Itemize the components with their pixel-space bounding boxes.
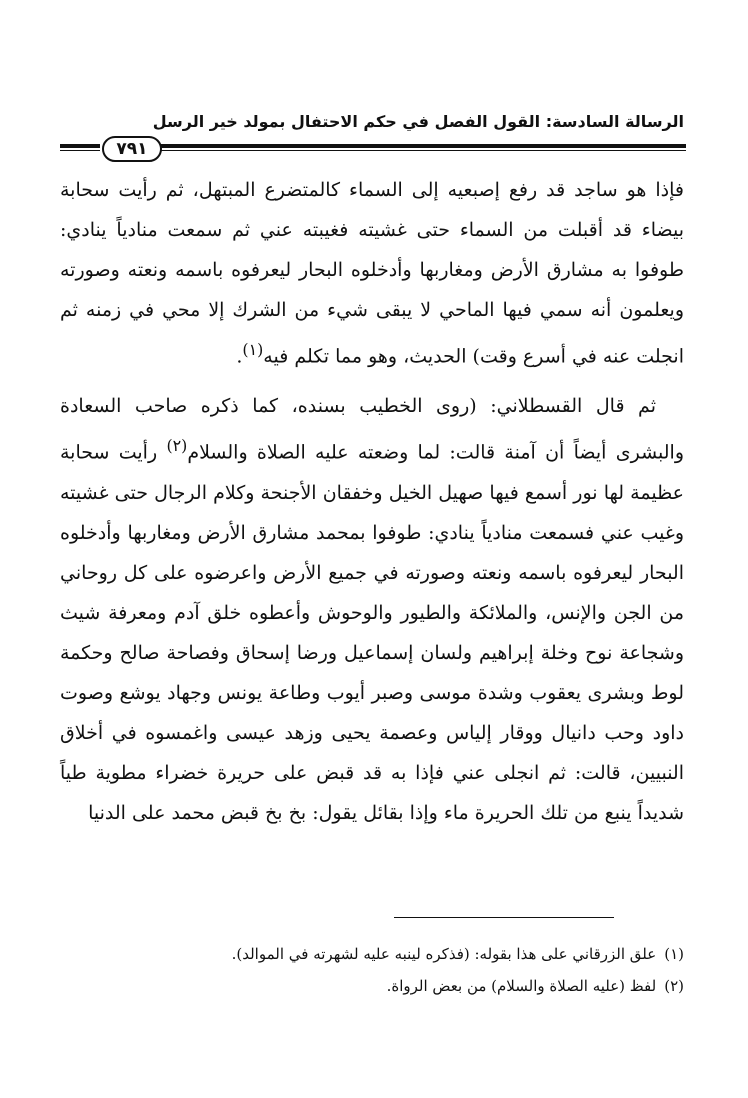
paragraph-2 <box>60 386 684 832</box>
footnotes <box>60 938 684 1002</box>
header-rule-left-thick <box>60 144 100 148</box>
footnote-separator <box>394 917 614 918</box>
footnote-1-text: علق الزرقاني على هذا بقوله: (فذكره لينبه عليه لشهرته في الموالد). <box>231 945 657 963</box>
header-rule-left-thin <box>60 150 100 151</box>
footnote-2-text: لفظ (عليه الصلاة والسلام) من بعض الرواة. <box>386 977 657 995</box>
footnote-ref-2: (٢) <box>166 436 188 456</box>
main-text <box>60 170 684 833</box>
paragraph-1-end: . <box>236 345 243 368</box>
paragraph-2-text-b: رأيت سحابة عظيمة لها نور أسمع فيها صهيل الخيل وخفقان الأجنحة وكلام الرجال حتى غشيته وغيب عني فسمعت منادياً ينادي: طوفوا بمحمد مشارق الأرض ومغاربها وأدخلوه البحار ليعرفوه باسمه ونعته وصورته في جميع الأرض واعرضوه على كل روحاني من الجن والإنس، والملائكة والطيور والوحوش وأعطوه خلق آدم ومعرفة شيث وشجاعة نوح وخلة إبراهيم ولسان إسماعيل ورضا إسحاق وفصاحة صالح وحكمة لوط وبشرى يعقوب وشدة موسى وصبر أيوب وطاعة يونس وجهاد يوشع وصوت داود وحب دانيال ووقار إلياس وعصمة يحيى وزهد عيسى واغمسوه في أخلاق النبيين، قالت: ثم انجلى عني فإذا به قد قبض على حريرة خضراء مطوية طياً شديداً ينبع من تلك الحريرة ماء وإذا بقائل يقول: بخ بخ قبض محمد على الدنيا <box>60 441 684 824</box>
footnote-2 <box>60 970 684 1002</box>
paragraph-1-text: فإذا هو ساجد قد رفع إصبعيه إلى السماء كالمتضرع المبتهل، ثم رأيت سحابة بيضاء قد أقبلت من السماء حتى غشيته فغيبته عني ثم سمعت منادياً ينادي: طوفوا به مشارق الأرض ومغاربها وأدخلوه البحار ليعرفوه باسمه ونعته وصورته ويعلمون أنه سمي فيها الماحي لا يبقى شيء من الشرك إلا محي في زمنه ثم انجلت عنه في أسرع وقت) الحديث، وهو مما تكلم فيه <box>60 179 684 368</box>
header-rule-thin <box>158 150 686 151</box>
page-number: ٧٩١ <box>102 136 162 162</box>
footnote-1 <box>60 938 684 970</box>
paragraph-2-text-a: ثم قال القسطلاني: (روى الخطيب بسنده، كما ذكره صاحب السعادة والبشرى أيضاً أن آمنة قالت: لما وضعته عليه الصلاة والسلام <box>60 395 684 464</box>
paragraph-1 <box>60 170 684 376</box>
running-header-title: الرسالة السادسة: القول الفصل في حكم الاحتفال بمولد خير الرسل <box>152 112 684 131</box>
header-rule-thick <box>158 144 686 148</box>
footnote-ref-1: (١) <box>242 340 264 359</box>
footnote-1-mark: (١) <box>664 945 684 963</box>
footnote-2-mark: (٢) <box>664 977 684 995</box>
